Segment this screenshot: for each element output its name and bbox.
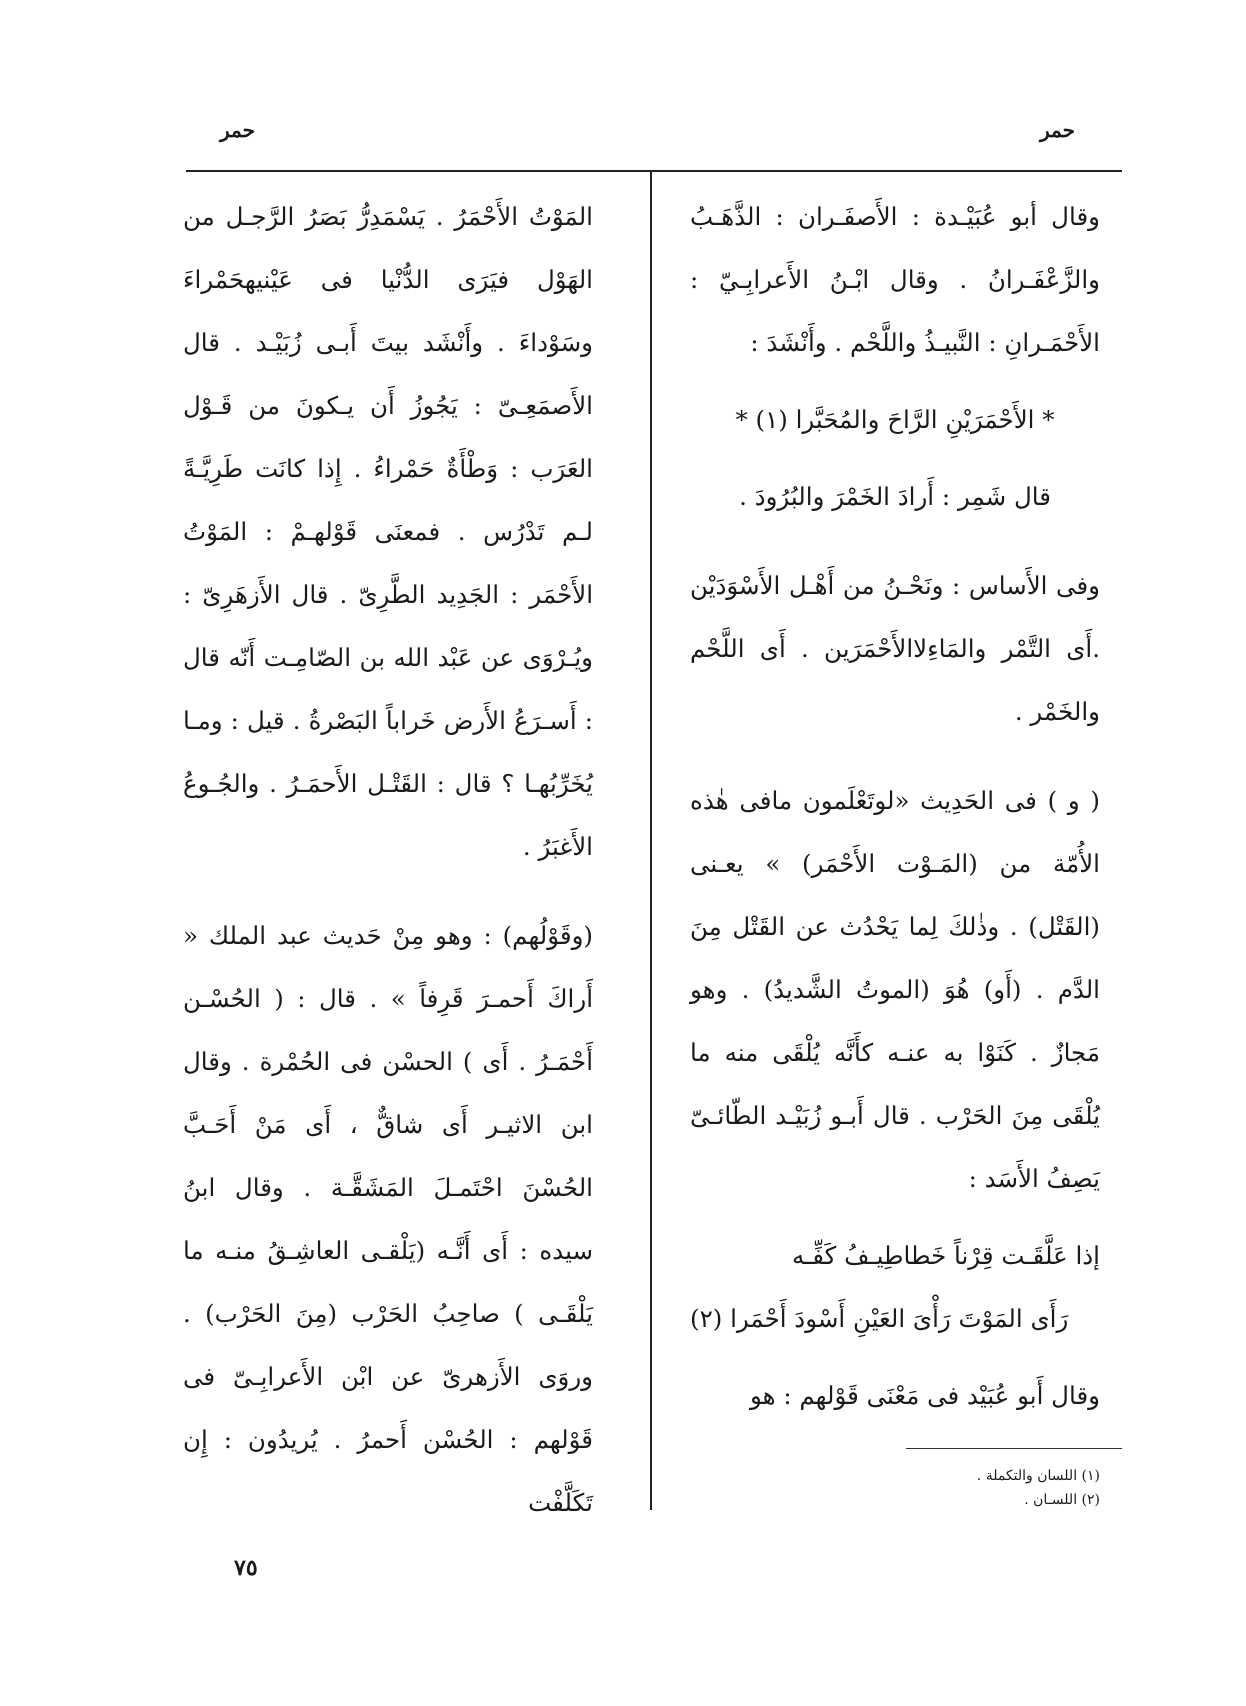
verse-line-2: رَأَى المَوْتَ رَأْىَ العَيْنِ أَسْودَ أَحْمَرا (٢)	[690, 1304, 1069, 1333]
footnote-2: (٢) اللسـان .	[1024, 1492, 1100, 1508]
column-divider	[650, 170, 652, 1510]
verse-ahmarain: * الأَحْمَرَيْنِ الرَّاحَ والمُحَبَّرا (١) *	[735, 405, 1055, 434]
paragraph-abu-ubaid: وقال أَبو عُبَيْد فى مَعْنَى قَوْلهم : هو	[749, 1381, 1100, 1410]
left-column	[183, 185, 593, 1534]
paragraph-husn-ahmar: (وقَوْلُهم) : وهو مِنْ حَديث عبد الملك « أَراكَ أَحمـرَ قَرِفاً » . قال : ( الحُسْـن أَحْمَـرُ . أَى ) الحسْن فى الحُمْرة . وقال ابن الاثيـر أَى شاقٌّ ، أَى مَنْ أَحَـبَّ الحُسْنَ احْتَمـلَ المَشَقَّـة . وقال ابنُ سيده : أَى أَنَّـه (يَلْقـى العاشِـقُ منـه ما يَلْقَـى ) صاحِبُ الحَرْب (مِنَ الحَرْب) . وروَى الأَزهرىّ عن ابْن الأَعرابِـىّ فى قَوْلهم : الحُسْن أَحمرُ . يُريدُون : إِن تَكَلَّفْت	[183, 921, 593, 1517]
right-column	[690, 185, 1100, 1427]
paragraph-mawt-ahmar: المَوْتُ الأَحْمَرُ . يَسْمَدِرُّ بَصَرُ الرَّجـل من الهَوْل فيَرَى الدُّنْيا فى عَيْنيهحَمْراءَ وسَوْداءَ . وأَنْشَد بيتَ أَبـى زُبَيْـد . قال الأَصمَعِـىّ : يَجُوزُ أَن يـكونَ من قَـوْل العَرَب : وَطْأَةٌ حَمْراءُ . إِذا كانَت طَرِيَّـةً لـم تَدْرُس . فمعنَى قَوْلهـمْ : المَوْتُ الأَحْمَر : الجَدِيد الطَّرِىّ . قال الأَزهَرِىّ : ويُـرْوَى عن عَبْد الله بن الصّامِـت أَنّه قال : أَسـرَعُ الأَرض خَراباً البَصْرةُ . قيل : ومـا يُخَرِّبُهـا ؟ قال : القَتْـل الأَحمَـرُ . والجُـوعُ الأَغبَرُ .	[183, 202, 593, 861]
page-number: ٧٥	[234, 1555, 258, 1581]
header-rule	[186, 170, 1122, 172]
running-header-right: حمر	[1040, 118, 1075, 142]
paragraph-hadith: ( و ) فى الحَدِيث «لوتَعْلَمون مافى هٰذه الأُمّة من (المَـوْت الأَحْمَر) » يعـنى (القَتْل) . وذٰلكَ لِما يَحْدُث عن القَتْل مِنَ الدَّم . (أَو) هُوَ (الموتُ الشَّديدُ) . وهو مَجازٌ . كَنَوْا به عنـه كأَنَّه يُلْقَى منه ما يُلْقَى مِنَ الحَرْب . قال أَبـو زُبَيْـد الطّائـىّ يَصِفُ الأَسَد :	[690, 786, 1100, 1193]
running-header-left: حمر	[220, 118, 255, 142]
paragraph-asas: وفى الأَساس : ونَحْـنُ من أَهْـل الأَسْوَدَيْن .أَى التَّمْر والمَاءِلاالأَحْمَرَين . أَى اللَّحْم والخَمْر .	[690, 571, 1100, 726]
paragraph-asfaran: وقال أبو عُبَيْـدة : الأَصفَـران : الذَّهَـبُ والزَّعْفَـرانُ . وقال ابْـنُ الأَعرابِـيّ : الأَحْمَـرانِ : النَّبيـذُ واللَّحْم . وأَنْشَدَ :	[690, 202, 1100, 357]
footnote-1: (١) اللسان والتكملة .	[976, 1468, 1100, 1484]
verse-line-1: إذا عَلَّقَـت قِرْناً خَطاطِيـفُ كَفِّـه	[791, 1241, 1100, 1270]
footnote-rule	[906, 1448, 1122, 1449]
paragraph-shamir: قال شَمِر : أَرادَ الخَمْرَ والبُرُودَ .	[739, 482, 1051, 511]
footnotes	[880, 1464, 1100, 1512]
